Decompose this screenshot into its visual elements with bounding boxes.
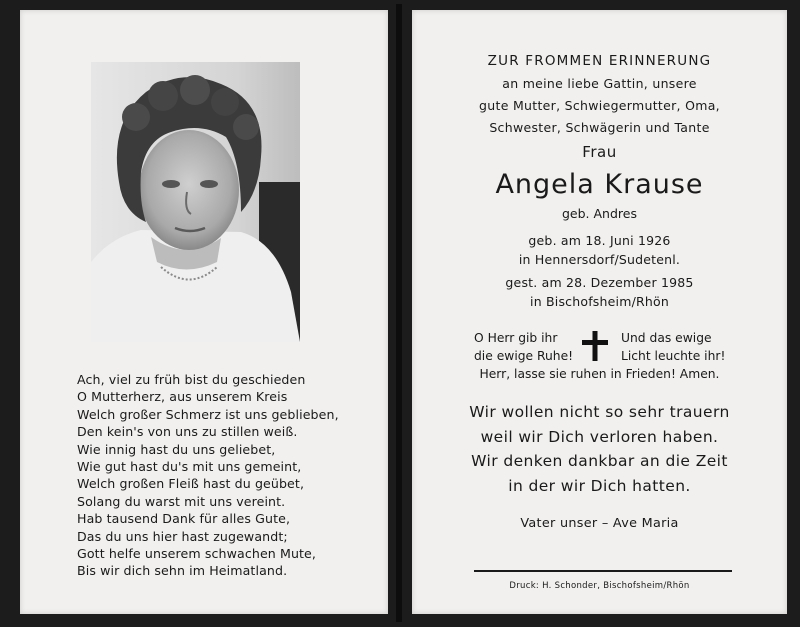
poem-line: Welch großer Schmerz ist uns geblieben, <box>77 406 339 422</box>
maiden-name: geb. Andres <box>562 206 637 221</box>
portrait-photo <box>91 62 300 342</box>
dedication-line: an meine liebe Gattin, unsere <box>502 76 697 91</box>
poem-line: Solang du warst mit uns vereint. <box>77 493 286 509</box>
poem-line: Bis wir dich sehn im Heimatland. <box>77 563 288 579</box>
right-card <box>412 10 787 614</box>
birth-date: geb. am 18. Juni 1926 <box>528 233 671 248</box>
poem-line: Gott helfe unserem schwachen Mute, <box>77 546 317 562</box>
salutation: Frau <box>582 143 617 161</box>
poem-line: Welch großen Fleiß hast du geübet, <box>77 476 305 492</box>
prayer-line: die ewige Ruhe! <box>474 349 574 363</box>
death-date: gest. am 28. Dezember 1985 <box>505 275 694 290</box>
poem-line: Hab tausend Dank für alles Gute, <box>77 511 291 527</box>
cross-icon <box>582 331 608 361</box>
death-place: in Bischofsheim/Rhön <box>530 294 669 309</box>
poem-line: Ach, viel zu früh bist du geschieden <box>77 372 306 387</box>
prayer-line: Und das ewige <box>621 331 712 345</box>
poem-line: Wie innig hast du uns geliebet, <box>77 441 276 457</box>
card-title: ZUR FROMMEN ERINNERUNG <box>487 53 712 69</box>
poem-line: Wie gut hast du's mit uns gemeint, <box>77 459 302 475</box>
footer-rule <box>474 570 732 572</box>
verse-line: weil wir Dich verloren haben. <box>480 427 719 446</box>
memorial-verse <box>412 400 787 498</box>
poem-line: Den kein's von uns zu stillen weiß. <box>77 424 298 440</box>
birth-info <box>412 231 787 269</box>
verse-line: in der wir Dich hatten. <box>508 476 691 495</box>
death-info <box>412 273 787 311</box>
dedication-text <box>412 73 787 139</box>
closing-prayers: Vater unser – Ave Maria <box>520 516 679 531</box>
left-card <box>20 10 388 614</box>
prayer-line: Licht leuchte ihr! <box>621 349 726 363</box>
birth-place: in Hennersdorf/Sudetenl. <box>518 252 681 267</box>
dedication-line: gute Mutter, Schwiegermutter, Oma, <box>479 98 720 113</box>
prayer-line: Herr, lasse sie ruhen in Frieden! Amen. <box>479 367 720 381</box>
verse-line: Wir denken dankbar an die Zeit <box>471 452 728 470</box>
printer-credit: Druck: H. Schonder, Bischofsheim/Rhön <box>509 581 690 591</box>
poem-line: O Mutterherz, aus unserem Kreis <box>77 389 288 405</box>
poem-line: Das du uns hier hast zugewandt; <box>77 528 288 544</box>
prayer-line: O Herr gib ihr <box>474 331 558 345</box>
card-fold-divider <box>396 4 402 622</box>
verse-line: Wir wollen nicht so sehr trauern <box>469 403 730 421</box>
deceased-name: Angela Krause <box>495 169 704 200</box>
memorial-poem <box>77 371 377 580</box>
prayer-right <box>621 329 725 365</box>
dedication-line: Schwester, Schwägerin und Tante <box>489 120 710 135</box>
prayer-left <box>474 329 573 365</box>
